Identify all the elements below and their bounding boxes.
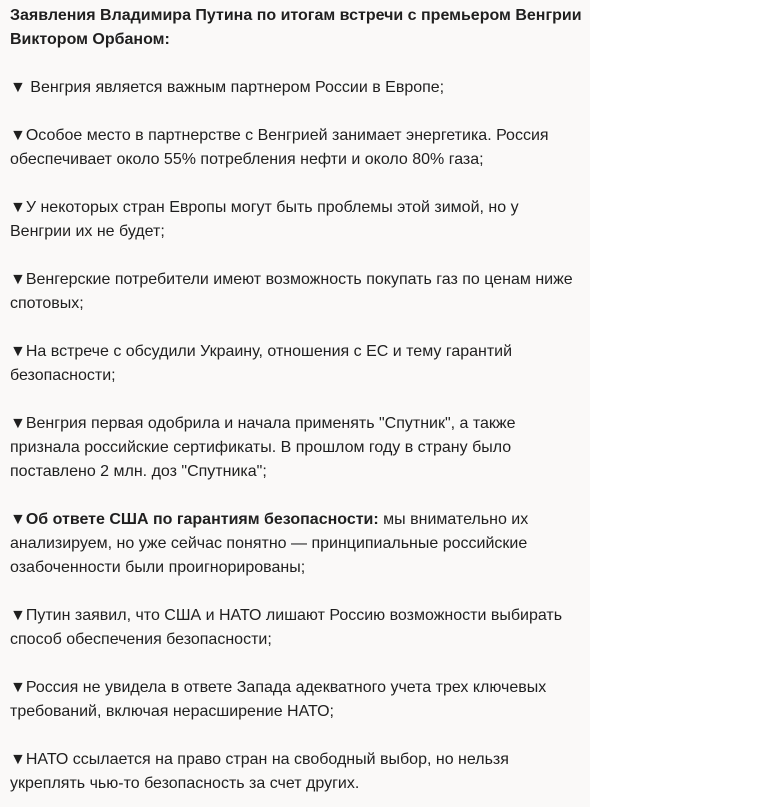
item-bold-lead: Об ответе США по гарантиям безопасности:: [25, 511, 379, 528]
triangle-down-icon: ▼: [10, 343, 26, 360]
item-text: мы внимательно их анализируем, но уже сейчас понятно — принципиальные российские озабоченности были проигнорированы;: [10, 511, 529, 576]
list-item: [10, 676, 584, 724]
triangle-down-icon: ▼: [10, 751, 26, 768]
item-text: На встрече с обсудили Украину, отношения с ЕС и тему гарантий безопасности;: [10, 343, 513, 384]
list-item: [10, 340, 584, 388]
triangle-down-icon: ▼: [10, 511, 26, 528]
item-text: Венгрия первая одобрила и начала применять "Спутник", а также признала российские сертификаты. В прошлом году в страну было поставлено 2 млн. доз "Спутника";: [10, 415, 516, 480]
triangle-down-icon: ▼: [10, 679, 26, 696]
list-item: [10, 748, 584, 796]
triangle-down-icon: ▼: [10, 271, 26, 288]
item-text: Венгрия является важным партнером России в Европе;: [30, 79, 445, 96]
list-item: [10, 508, 584, 580]
list-item: [10, 76, 584, 100]
triangle-down-icon: ▼: [10, 199, 26, 216]
post-title: Заявления Владимира Путина по итогам встречи с премьером Венгрии Виктором Орбаном:: [10, 7, 582, 48]
list-item: [10, 196, 584, 244]
item-text: Особое место в партнерстве с Венгрией занимает энергетика. Россия обеспечивает около 55% потребления нефти и около 80% газа;: [10, 127, 549, 168]
triangle-down-icon: ▼: [10, 607, 26, 624]
item-text: У некоторых стран Европы могут быть проблемы этой зимой, но у Венгрии их не будет;: [10, 199, 519, 240]
triangle-down-icon: ▼: [10, 79, 31, 96]
triangle-down-icon: ▼: [10, 127, 26, 144]
list-item: [10, 604, 584, 652]
item-text: Россия не увидела в ответе Запада адекватного учета трех ключевых требований, включая нерасширение НАТО;: [10, 679, 547, 720]
item-text: Венгерские потребители имеют возможность покупать газ по ценам ниже спотовых;: [10, 271, 573, 312]
triangle-down-icon: ▼: [10, 415, 26, 432]
list-item: [10, 412, 584, 484]
list-item: [10, 124, 584, 172]
list-item: [10, 268, 584, 316]
item-text: НАТО ссылается на право стран на свободный выбор, но нельзя укреплять чью-то безопасность за счет других.: [10, 751, 509, 792]
item-text: Путин заявил, что США и НАТО лишают Россию возможности выбирать способ обеспечения безопасности;: [10, 607, 563, 648]
